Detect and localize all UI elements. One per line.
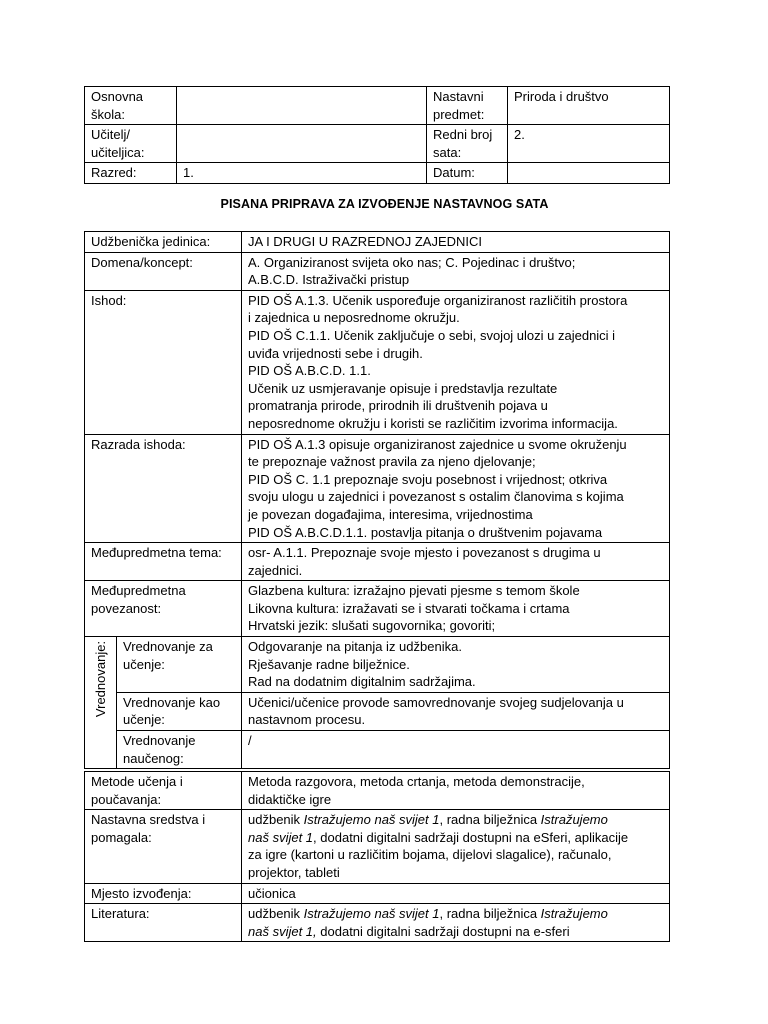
- lesson-number-label: Redni broj sata:: [427, 125, 508, 163]
- text-line: Hrvatski jezik: slušati sugovornika; govoriti;: [248, 618, 496, 634]
- text-span: udžbenik: [248, 812, 304, 828]
- literature-value: [242, 904, 670, 942]
- header-row-2: [85, 125, 670, 163]
- text-line: A.B.C.D. Istraživački pristup: [248, 272, 410, 288]
- text-line: Likovna kultura: izražavati se i stvarati točkama i crtama: [248, 600, 570, 616]
- unit-label: Udžbenička jedinica:: [85, 232, 242, 253]
- unit-row: [85, 232, 670, 253]
- date-value[interactable]: [508, 163, 670, 184]
- text-line: A. Organiziranost svijeta oko nas; C. Pojedinac i društvo;: [248, 254, 576, 270]
- eval-for-learning-value: [242, 637, 670, 693]
- workbook-title: Istražujemo: [540, 906, 608, 922]
- elaboration-value: [242, 434, 670, 543]
- grade-value[interactable]: 1.: [177, 163, 427, 184]
- eval-as-learning-value: [242, 692, 670, 730]
- text-line: svoju ulogu u zajednici i povezanost s ostalim članovima s kojima: [248, 489, 624, 505]
- resources-value: [242, 810, 670, 883]
- methods-value: [242, 772, 670, 810]
- elaboration-label: Razrada ishoda:: [85, 434, 242, 543]
- text-line: PID OŠ A.B.C.D. 1.1.: [248, 363, 371, 379]
- text-line: Rad na dodatnim digitalnim sadržajima.: [248, 674, 476, 690]
- text-line: nastavnom procesu.: [248, 712, 366, 728]
- domain-value: [242, 252, 670, 290]
- eval-as-learning-row: [85, 692, 670, 730]
- text-line: PID OŠ A.1.3. Učenik uspoređuje organiziranost različitih prostora: [248, 292, 628, 308]
- workbook-title: naš svijet 1: [248, 829, 314, 845]
- text-line: te prepoznaje važnost pravila za njeno djelovanje;: [248, 454, 536, 470]
- text-line: Rješavanje radne bilježnice.: [248, 656, 410, 672]
- domain-label: Domena/koncept:: [85, 252, 242, 290]
- unit-value: JA I DRUGI U RAZREDNOJ ZAJEDNICI: [242, 232, 670, 253]
- text-line: Učenik uz usmjeravanje opisuje i predstavlja rezultate: [248, 380, 558, 396]
- text-line: osr- A.1.1. Prepoznaje svoje mjesto i povezanost s drugima u: [248, 545, 601, 561]
- evaluation-group-cell: [85, 637, 117, 769]
- outcome-label: Ishod:: [85, 290, 242, 434]
- resources-row: [85, 810, 670, 883]
- eval-as-learning-label: Vrednovanje kao učenje:: [117, 692, 242, 730]
- subject-label: Nastavni predmet:: [427, 87, 508, 125]
- date-label: Datum:: [427, 163, 508, 184]
- grade-label: Razred:: [85, 163, 177, 184]
- evaluation-vertical-label: Vrednovanje:: [92, 640, 108, 718]
- eval-of-learning-row: [85, 731, 670, 769]
- lesson-number-value[interactable]: 2.: [508, 125, 670, 163]
- text-line: PID OŠ A.1.3 opisuje organiziranost zajednice u svome okruženju: [248, 436, 627, 452]
- crosscurricular-theme-label: Međupredmetna tema:: [85, 543, 242, 581]
- crosscurricular-theme-row: [85, 543, 670, 581]
- text-line: PID OŠ C. 1.1 prepoznaje svoju posebnost i vrijednost; otkriva: [248, 471, 608, 487]
- text-line: neposrednome okružju i koristi se različitim izvorima informacija.: [248, 415, 618, 431]
- eval-of-learning-label: Vrednovanje naučenog:: [117, 731, 242, 769]
- eval-of-learning-value: /: [242, 731, 670, 769]
- school-label: Osnovna škola:: [85, 87, 177, 125]
- text-span: udžbenik: [248, 906, 304, 922]
- text-span: , dodatni digitalni sadržaji dostupni na eSferi, aplikacije: [313, 829, 629, 845]
- document-title: PISANA PRIPRAVA ZA IZVOĐENJE NASTAVNOG SATA: [220, 197, 549, 211]
- header-row-1: [85, 87, 670, 125]
- text-span: , radna bilježnica: [439, 906, 541, 922]
- text-line: Metoda razgovora, metoda crtanja, metoda demonstracije,: [248, 774, 585, 789]
- resources-label: Nastavna sredstva i pomagala:: [85, 810, 242, 883]
- eval-for-learning-label: Vrednovanje za učenje:: [117, 637, 242, 693]
- elaboration-row: [85, 434, 670, 543]
- crosscurricular-link-row: [85, 581, 670, 637]
- text-line: PID OŠ A.B.C.D.1.1. postavlja pitanja o društvenim pojavama: [248, 524, 603, 540]
- text-line: PID OŠ C.1.1. Učenik zaključuje o sebi, svojoj ulozi u zajednici i: [248, 327, 616, 343]
- place-row: [85, 883, 670, 904]
- methods-row: [85, 772, 670, 810]
- book-title: Istražujemo naš svijet 1: [303, 906, 440, 922]
- text-line: zajednici.: [248, 562, 303, 578]
- text-line: didaktičke igre: [248, 791, 332, 807]
- text-line: uviđa vrijednosti sebe i drugih.: [248, 345, 423, 361]
- text-span: dodatni digitalni sadržaji dostupni na e-sferi: [316, 923, 570, 939]
- book-title: Istražujemo naš svijet 1: [303, 812, 440, 828]
- place-value: učionica: [242, 883, 670, 904]
- outcome-value: [242, 290, 670, 434]
- crosscurricular-theme-value: [242, 543, 670, 581]
- methods-label: Metode učenja i poučavanja:: [85, 772, 242, 810]
- main-table: [84, 231, 670, 769]
- teacher-value[interactable]: [177, 125, 427, 163]
- domain-row: [85, 252, 670, 290]
- teacher-label: Učitelj/ učiteljica:: [85, 125, 177, 163]
- header-table: [84, 86, 670, 184]
- bottom-table: [84, 771, 670, 942]
- text-span: za igre (kartoni u različitim bojama, dijelovi slagalice), računalo,: [248, 847, 612, 863]
- school-value[interactable]: [177, 87, 427, 125]
- text-line: i zajednica u neposrednome okružju.: [248, 310, 460, 326]
- workbook-title: Istražujemo: [540, 812, 608, 828]
- crosscurricular-link-value: [242, 581, 670, 637]
- header-row-3: [85, 163, 670, 184]
- text-line: je povezan događajima, interesima, vrijednostima: [248, 506, 533, 522]
- text-line: promatranja prirode, prirodnih ili društvenih pojava u: [248, 398, 548, 414]
- literature-label: Literatura:: [85, 904, 242, 942]
- text-line: Glazbena kultura: izražajno pjevati pjesme s temom škole: [248, 583, 580, 599]
- eval-for-learning-row: [85, 637, 670, 693]
- text-span: projektor, tableti: [248, 864, 340, 880]
- place-label: Mjesto izvođenja:: [85, 883, 242, 904]
- crosscurricular-link-label: Međupredmetna povezanost:: [85, 581, 242, 637]
- outcome-row: [85, 290, 670, 434]
- text-line: Učenici/učenice provode samovrednovanje svojeg sudjelovanja u: [248, 694, 624, 710]
- subject-value[interactable]: Priroda i društvo: [508, 87, 670, 125]
- literature-row: [85, 904, 670, 942]
- text-span: , radna bilježnica: [439, 812, 541, 828]
- workbook-title: naš svijet 1,: [248, 923, 317, 939]
- text-line: Odgovaranje na pitanja iz udžbenika.: [248, 639, 462, 655]
